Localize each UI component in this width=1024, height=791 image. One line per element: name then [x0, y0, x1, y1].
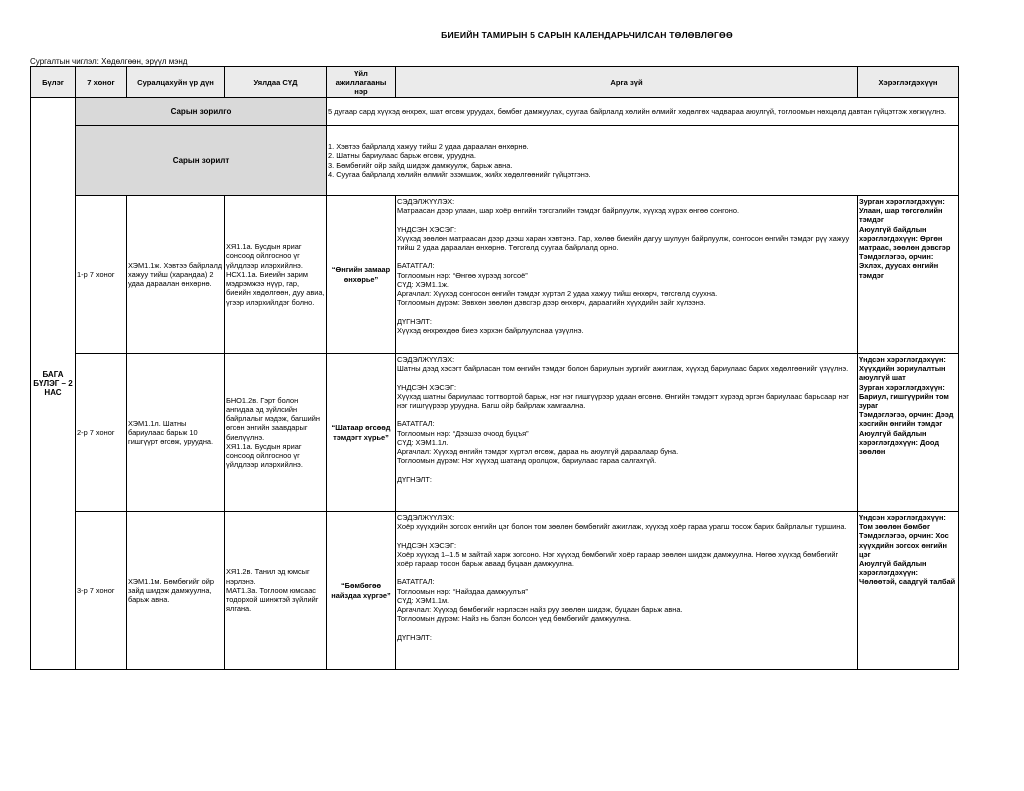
month-objectives-list — [327, 126, 959, 196]
week-label: 2-р 7 хоног — [76, 354, 127, 512]
month-objectives-label: Сарын зорилт — [76, 126, 327, 196]
materials-text: Үндсэн хэрэглэгдэхүүн: Хүүхдийн зориулалтын аюулгүй шат Зурган хэрэглэгдэхүүн: Бариул, гишгүүрийн том зураг Тэмдэглэгээ, орчин: Дээд хэсгийн өнгийн тэмдэг Аюулгүй байдлын хэрэглэгдэхүүн: Доод зөөлөн — [859, 355, 954, 457]
week-label: 1-р 7 хоног — [76, 196, 127, 354]
materials-cell — [858, 354, 959, 512]
month-goal-label: Сарын зорилго — [76, 98, 327, 126]
learning-direction: Сургалтын чиглэл: Хөдөлгөөн, эрүүл мэнд — [30, 57, 188, 66]
activity-name: “Бөмбөгөө найздаа хүргэе” — [327, 512, 396, 670]
group-name: БАГА БҮЛЭГ – 2 НАС — [31, 98, 76, 670]
header-materials: Хэрэглэгдэхүүн — [858, 67, 959, 98]
activity-name: “Өнгийн замаар өнхөрье” — [327, 196, 396, 354]
method-text: СЭДЭЛЖҮҮЛЭХ: Хоёр хүүхдийн зогсох өнгийн цэг болон том зөөлөн бөмбөгийг ажиглаж, хүүхэд хоёр гараа урагш тосож барих байрлалыг туршина. ҮНДСЭН ХЭСЭГ: Хоёр хүүхэд 1–1.5 м зайтай харж зогсоно. Нэг хүүхэд бөмбөгийг хоёр гараар зөөлөн шидэж дамжуулна. Нөгөө хүүхэд бөмбөгийг хоёр гараар тосон барьж аваад буцаан дамжуулна. БАТАТГАЛ: Тоглоомын нэр: “Найздаа дамжуулъя” СҮД: ХЭМ1.1м. Аргачлал: Хүүхэд бөмбөгийг нэрлэсэн найз руу зөөлөн шидэж, буцаан барьж авна. Тоглоомын дүрэм: Найз нь бэлэн болсон үед бөмбөгийг дамжуулна. ДҮГНЭЛТ: — [397, 513, 847, 642]
header-week: 7 хоног — [76, 67, 127, 98]
method-cell — [396, 196, 858, 354]
materials-cell — [858, 512, 959, 670]
core-content: БНО1.2в. Гэрт болон ангидаа эд зүйлсийн байрлалыг мэдэж, багшийн өгсөн энгийн заавдарыг биелүүлнэ. ХЯ1.1а. Бусдын яриаг сонсоод ойлгосноо үг үйлдлээр илэрхийлнэ. — [225, 354, 327, 512]
activity-name: “Шатаар өгсөөд тэмдэгт хүрье” — [327, 354, 396, 512]
week-row-1 — [31, 196, 959, 354]
objective-item: 1. Хэвтээ байрлалд хажуу тийш 2 удаа дараалан өнхөрнө. — [328, 142, 529, 152]
materials-cell — [858, 196, 959, 354]
table-header-row — [31, 67, 959, 98]
objective-item: 2. Шатны бариулаас барьж өгсөж, уруудна. — [328, 151, 476, 161]
learning-outcome: ХЭМ1.1ж. Хэвтээ байрлалд хажуу тийш (харандаа) 2 удаа дараалан өнхөрнө. — [127, 196, 225, 354]
core-content: ХЯ1.1а. Бусдын яриаг сонсоод ойлгосноо үг үйлдлээр илэрхийлнэ. НСХ1.1а. Биеийн зарим мэдрэмжээ нүүр, гар, биеийн хөдөлгөөн, дуу авиа, үгээр илэрхийлдэг болно. — [225, 196, 327, 354]
header-group: Бүлэг — [31, 67, 76, 98]
method-cell — [396, 512, 858, 670]
learning-outcome: ХЭМ1.1м. Бөмбөгийг ойр зайд шидэж дамжуулна, барьж авна. — [127, 512, 225, 670]
header-learning-outcome: Суралцахуйн үр дүн — [127, 67, 225, 98]
materials-text: Үндсэн хэрэглэгдэхүүн: Том зөөлөн бөмбөг Тэмдэглэгээ, орчин: Хос хүүхдийн зогсох өнгийн цэг Аюулгүй байдлын хэрэглэгдэхүүн: Чөлөөтэй, саадгүй талбай — [859, 513, 956, 587]
core-content: ХЯ1.2в. Танил эд юмсыг нэрлэнэ. МАТ1.3а. Тоглоом юмсаас тодорхой шинжтэй зүйлийг ялгана. — [225, 512, 327, 670]
calendar-plan-table — [30, 66, 959, 670]
document-title: БИЕИЙН ТАМИРЫН 5 САРЫН КАЛЕНДАРЬЧИЛСАН ТӨЛӨВЛӨГӨӨ — [441, 30, 733, 40]
materials-text: Зурган хэрэглэгдэхүүн: Улаан, шар төгсгөлийн тэмдэг Аюулгүй байдлын хэрэглэгдэхүүн: Өргөн матраас, зөөлөн дэвсгэр Тэмдэглэгээ, орчин: Эхлэх, дуусах өнгийн тэмдэг — [859, 197, 951, 280]
month-objectives-row — [31, 126, 959, 196]
method-text: СЭДЭЛЖҮҮЛЭХ: Шатны дээд хэсэгт байрласан том өнгийн тэмдэг болон бариулын зургийг ажиглаж, хүүхэд бариулаас барих хөдөлгөөнийг үзүүлнэ. ҮНДСЭН ХЭСЭГ: Хүүхэд шатны бариулаас тогтвортой барьж, нэг нэг гишгүүрээр удаан өгсөнө. Өнгийн тэмдэгт хүрээд эргэн бариулаас барьсаар нэг нэг гишгүүрээр уруудна. Багш ойр байрлаж хамгаална. БАТАТГАЛ: Тоглоомын нэр: “Дээшээ очоод буцъя” СҮД: ХЭМ1.1л. Аргачлал: Хүүхэд өнгийн тэмдэг хүртэл өгсөж, дараа нь аюулгүй дараалаар буна. Тоглоомын дүрэм: Нэг хүүхэд шатанд оролцож, бариулаас гараа салгахгүй. ДҮГНЭЛТ: — [397, 355, 849, 484]
objective-item: 3. Бөмбөгийг ойр зайд шидэж дамжуулж, барьж авна. — [328, 160, 513, 170]
month-goal-text: 5 дугаар сард хүүхэд өнхрөх, шат өгсөж уруудах, бөмбөг дамжуулах, суугаа байрлалд хөлийн өлмийг хөдөлгөх чадвараа аюулгүй, тоглоомын нөхцөлд давтан гүйцэтгэж хөгжүүлнэ. — [327, 98, 959, 126]
week-label: 3-р 7 хоног — [76, 512, 127, 670]
method-text: СЭДЭЛЖҮҮЛЭХ: Матраасан дээр улаан, шар хоёр өнгийн тэгсгэлийн тэмдэг байрлуулж, хүүхэд хүрэх өнгөө сонгоно. ҮНДСЭН ХЭСЭГ: Хүүхэд зөөлөн матраасан дээр дээш харан хэвтэнэ. Гар, хөлөө биеийн дагуу шулуун байрлуулж, сонгосон өнгийн тэмдэг рүү хажуу тийш 2 удаа дараалан өнхөрнө. Төгсгөлд суугаа байрлалд орно. БАТАТГАЛ: Тоглоомын нэр: “Өнгөө хүрээд зогсоё” СҮД: ХЭМ1.1ж. Аргачлал: Хүүхэд сонгосон өнгийн тэмдэг хүртэл 2 удаа хажуу тийш өнхөрч, төгсгөлд суухна. Тоглоомын дүрэм: Зөвхөн зөөлөн дэвсгэр дээр өнхөрч, дараагийн хүүхдийн зайг хүлээнэ. ДҮГНЭЛТ: Хүүхэд өнхрөхдөө биеэ хэрхэн байрлуулснаа үзүүлнэ. — [397, 197, 850, 335]
month-goal-row — [31, 98, 959, 126]
method-cell — [396, 354, 858, 512]
week-row-3 — [31, 512, 959, 670]
header-method: Арга зүй — [396, 67, 858, 98]
header-activity-name: Үйл ажиллагааны нэр — [327, 67, 396, 98]
week-row-2 — [31, 354, 959, 512]
objective-item: 4. Суугаа байрлалд хөлийн өлмийг эзэмшиж, жийх хөдөлгөөнийг гүйцэтгэнэ. — [328, 169, 591, 179]
learning-outcome: ХЭМ1.1л. Шатны бариулаас барьж 10 гишгүүрт өгсөж, уруудна. — [127, 354, 225, 512]
header-core-content: Уялдаа СҮД — [225, 67, 327, 98]
